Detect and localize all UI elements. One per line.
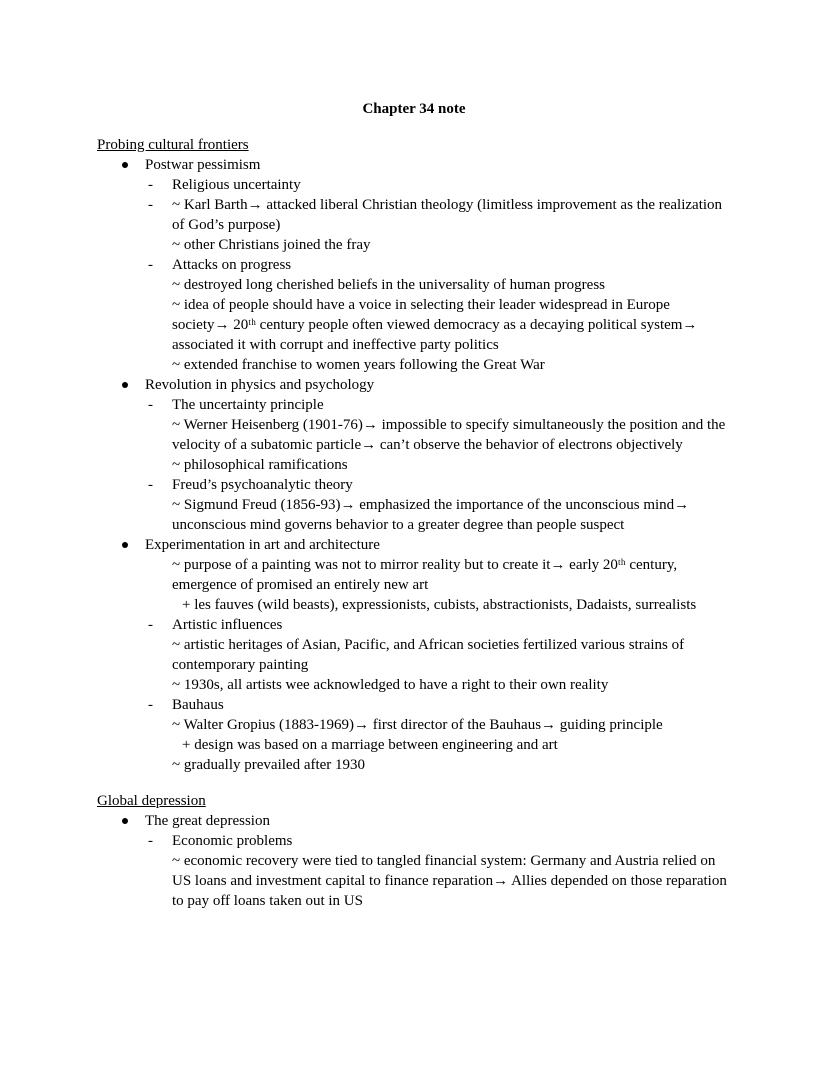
item-paragraph: ~ Werner Heisenberg (1901-76)→ impossible to specify simultaneously the position and the velocity of a subatomic particle→ can’t observe the behavior of electrons objectively [172, 417, 726, 453]
item-heading: Religious uncertainty [172, 177, 301, 193]
dash-marker: - [148, 397, 153, 413]
dash-marker: - [148, 177, 153, 193]
section-heading: Global depression [97, 793, 206, 809]
list-item [145, 255, 731, 375]
bullet-dot [122, 818, 128, 824]
list-item [145, 615, 731, 695]
item-heading: The uncertainty principle [172, 397, 324, 413]
bullet-item [97, 375, 731, 535]
item-paragraph: ~ Karl Barth→ attacked liberal Christian theology (limitless improvement as the realization of God’s purpose) [172, 197, 723, 233]
list-item [145, 195, 731, 255]
dash-marker: - [148, 697, 153, 713]
dash-marker: - [148, 477, 153, 493]
item-paragraph: ~ destroyed long cherished beliefs in the universality of human progress [172, 277, 606, 293]
list-item [145, 695, 731, 775]
bullet-item [97, 535, 731, 775]
bullet-item [97, 811, 731, 911]
bullet-dot [122, 162, 128, 168]
bullet-label: Experimentation in art and architecture [145, 537, 380, 553]
item-paragraph: ~ other Christians joined the fray [172, 237, 371, 253]
list-item [145, 475, 731, 535]
item-heading: Freud’s psychoanalytic theory [172, 477, 353, 493]
section-heading: Probing cultural frontiers [97, 137, 249, 153]
bullet-dot [122, 382, 128, 388]
item-heading: Attacks on progress [172, 257, 292, 273]
item-paragraph: ~ gradually prevailed after 1930 [172, 757, 366, 773]
list-item [145, 555, 731, 615]
section [97, 135, 731, 775]
item-paragraph: ~ idea of people should have a voice in selecting their leader widespread in Europe society→ 20ᵗʰ century people often viewed democracy as a decaying political system→ associated it with corrupt and ineffective party politics [172, 297, 698, 353]
list-item [145, 831, 731, 911]
item-paragraph: ~ extended franchise to women years following the Great War [172, 357, 545, 373]
bullet-dot [122, 542, 128, 548]
item-paragraph: ~ philosophical ramifications [172, 457, 348, 473]
item-paragraph: ~ purpose of a painting was not to mirror reality but to create it→ early 20ᵗʰ century, emergence of promised an entirely new art [172, 557, 678, 593]
dash-marker: - [148, 617, 153, 633]
item-paragraph: ~ Walter Gropius (1883-1969)→ first director of the Bauhaus→ guiding principle [172, 717, 663, 733]
list-item [145, 395, 731, 475]
dash-marker: - [148, 257, 153, 273]
bullet-label: Revolution in physics and psychology [145, 377, 375, 393]
bullet-label: The great depression [145, 813, 270, 829]
dash-marker: - [148, 833, 153, 849]
dash-marker: - [148, 197, 153, 213]
item-paragraph: + les fauves (wild beasts), expressionists, cubists, abstractionists, Dadaists, surrealists [182, 597, 697, 613]
bullet-label: Postwar pessimism [145, 157, 261, 173]
document-body [97, 135, 731, 911]
section [97, 791, 731, 911]
item-heading: Economic problems [172, 833, 293, 849]
item-paragraph: ~ economic recovery were tied to tangled financial system: Germany and Austria relied on US loans and investment capital to finance reparation→ Allies depended on those reparation to pay off loans taken out in US [172, 853, 727, 909]
bullet-item [97, 155, 731, 375]
list-item [145, 175, 731, 195]
item-paragraph: ~ 1930s, all artists wee acknowledged to have a right to their own reality [172, 677, 609, 693]
item-paragraph: + design was based on a marriage between engineering and art [182, 737, 558, 753]
document-title: Chapter 34 note [362, 101, 466, 117]
item-heading: Bauhaus [172, 697, 224, 713]
item-paragraph: ~ artistic heritages of Asian, Pacific, and African societies fertilized various strains of contemporary painting [172, 637, 685, 673]
item-heading: Artistic influences [172, 617, 283, 633]
item-paragraph: ~ Sigmund Freud (1856-93)→ emphasized the importance of the unconscious mind→ unconscious mind governs behavior to a greater degree than people suspect [172, 497, 690, 533]
